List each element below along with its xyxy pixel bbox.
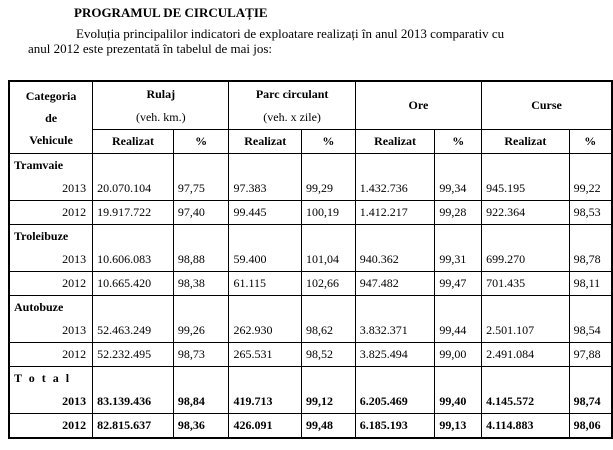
empty-cell xyxy=(173,367,229,391)
parc-unit: (veh. x zile) xyxy=(229,106,355,130)
empty-cell xyxy=(93,296,174,320)
curse-pct-cell: 98,54 xyxy=(569,319,612,343)
parc-pct-cell: 99,29 xyxy=(302,177,356,201)
empty-cell xyxy=(482,296,569,320)
ore-realizat-header: Realizat xyxy=(355,130,435,154)
empty-cell xyxy=(435,225,482,249)
curse-cell: 922.364 xyxy=(482,201,569,225)
empty-cell xyxy=(229,296,302,320)
parc-pct-cell: 101,04 xyxy=(302,248,356,272)
empty-cell xyxy=(229,225,302,249)
table-row xyxy=(9,319,612,343)
ore-cell: 3.832.371 xyxy=(355,319,435,343)
ore-pct-header: % xyxy=(435,130,482,154)
parc-header: Parc circulant xyxy=(229,81,355,106)
empty-cell xyxy=(435,296,482,320)
ore-cell: 1.432.736 xyxy=(355,177,435,201)
rulaj-pct-cell: 98,73 xyxy=(173,343,229,367)
empty-cell xyxy=(482,367,569,391)
empty-cell xyxy=(229,154,302,178)
ore-cell: 6.205.469 xyxy=(355,390,435,414)
curse-cell: 701.435 xyxy=(482,272,569,296)
empty-cell xyxy=(355,154,435,178)
ore-pct-cell: 99,28 xyxy=(435,201,482,225)
curse-pct-cell: 98,06 xyxy=(569,414,612,439)
curse-pct-cell: 97,88 xyxy=(569,343,612,367)
group-title-row xyxy=(9,367,612,391)
rulaj-pct-cell: 98,88 xyxy=(173,248,229,272)
ore-pct-cell: 99,13 xyxy=(435,414,482,439)
table-row xyxy=(9,248,612,272)
table-row xyxy=(9,272,612,296)
table-row xyxy=(9,343,612,367)
parc-pct-cell: 98,52 xyxy=(302,343,356,367)
curse-cell: 699.270 xyxy=(482,248,569,272)
ore-pct-cell: 99,00 xyxy=(435,343,482,367)
curse-cell: 4.114.883 xyxy=(482,414,569,439)
rulaj-cell: 83.139.436 xyxy=(93,390,174,414)
group-title-row xyxy=(9,296,612,320)
rulaj-realizat-header: Realizat xyxy=(93,130,174,154)
curse-pct-cell: 98,74 xyxy=(569,390,612,414)
curse-cell: 945.195 xyxy=(482,177,569,201)
rulaj-pct-cell: 99,26 xyxy=(173,319,229,343)
indicators-table xyxy=(8,80,613,439)
table-row xyxy=(9,177,612,201)
ore-cell: 947.482 xyxy=(355,272,435,296)
rulaj-pct-cell: 98,36 xyxy=(173,414,229,439)
curse-cell: 4.145.572 xyxy=(482,390,569,414)
empty-cell xyxy=(93,154,174,178)
year-cell: 2013 xyxy=(9,248,93,272)
rulaj-cell: 20.070.104 xyxy=(93,177,174,201)
empty-cell xyxy=(229,367,302,391)
intro-paragraph xyxy=(28,26,528,56)
empty-cell xyxy=(482,154,569,178)
rulaj-cell: 19.917.722 xyxy=(93,201,174,225)
intro-line-2: anul 2012 este prezentată în tabelul de mai jos: xyxy=(28,41,273,56)
parc-realizat-header: Realizat xyxy=(229,130,302,154)
category-header xyxy=(9,81,93,154)
curse-cell: 2.501.107 xyxy=(482,319,569,343)
ore-pct-cell: 99,44 xyxy=(435,319,482,343)
empty-cell xyxy=(569,225,612,249)
rulaj-pct-header: % xyxy=(173,130,229,154)
group-name: Autobuze xyxy=(9,296,93,320)
group-name: Troleibuze xyxy=(9,225,93,249)
ore-cell: 3.825.494 xyxy=(355,343,435,367)
header-row-3 xyxy=(9,130,612,154)
intro-line-1: Evoluția principalilor indicatori de exploatare realizați în anul 2013 comparativ cu xyxy=(76,26,505,41)
rulaj-header: Rulaj xyxy=(93,81,229,106)
empty-cell xyxy=(355,367,435,391)
ore-cell: 940.362 xyxy=(355,248,435,272)
rulaj-cell: 10.665.420 xyxy=(93,272,174,296)
group-title-row xyxy=(9,225,612,249)
curse-header: Curse xyxy=(482,81,612,130)
table-row xyxy=(9,414,612,439)
year-cell: 2012 xyxy=(9,414,93,439)
rulaj-pct-cell: 98,38 xyxy=(173,272,229,296)
curse-realizat-header: Realizat xyxy=(482,130,569,154)
empty-cell xyxy=(569,367,612,391)
empty-cell xyxy=(93,367,174,391)
category-header-line-2: de xyxy=(45,110,58,125)
ore-pct-cell: 99,31 xyxy=(435,248,482,272)
parc-pct-cell: 100,19 xyxy=(302,201,356,225)
empty-cell xyxy=(569,154,612,178)
category-header-line-3: Vehicule xyxy=(29,132,73,147)
year-cell: 2012 xyxy=(9,343,93,367)
curse-pct-cell: 98,78 xyxy=(569,248,612,272)
group-name: Tramvaie xyxy=(9,154,93,178)
empty-cell xyxy=(569,296,612,320)
empty-cell xyxy=(173,296,229,320)
rulaj-cell: 52.232.495 xyxy=(93,343,174,367)
year-cell: 2012 xyxy=(9,201,93,225)
table-row xyxy=(9,201,612,225)
ore-pct-cell: 99,47 xyxy=(435,272,482,296)
group-name: T o t a l xyxy=(9,367,93,391)
rulaj-unit: (veh. km.) xyxy=(93,106,229,130)
parc-cell: 99.445 xyxy=(229,201,302,225)
rulaj-cell: 82.815.637 xyxy=(93,414,174,439)
parc-cell: 265.531 xyxy=(229,343,302,367)
ore-cell: 6.185.193 xyxy=(355,414,435,439)
year-cell: 2013 xyxy=(9,390,93,414)
rulaj-cell: 10.606.083 xyxy=(93,248,174,272)
parc-cell: 61.115 xyxy=(229,272,302,296)
parc-pct-cell: 99,48 xyxy=(302,414,356,439)
rulaj-cell: 52.463.249 xyxy=(93,319,174,343)
group-title-row xyxy=(9,154,612,178)
year-cell: 2013 xyxy=(9,177,93,201)
parc-cell: 97.383 xyxy=(229,177,302,201)
parc-pct-cell: 99,12 xyxy=(302,390,356,414)
ore-header: Ore xyxy=(355,81,481,130)
empty-cell xyxy=(355,296,435,320)
rulaj-pct-cell: 97,75 xyxy=(173,177,229,201)
curse-pct-header: % xyxy=(569,130,612,154)
category-header-line-1: Categoria xyxy=(25,88,77,103)
empty-cell xyxy=(173,154,229,178)
empty-cell xyxy=(173,225,229,249)
curse-pct-cell: 98,53 xyxy=(569,201,612,225)
parc-cell: 426.091 xyxy=(229,414,302,439)
header-row-1 xyxy=(9,81,612,106)
rulaj-pct-cell: 97,40 xyxy=(173,201,229,225)
curse-pct-cell: 98,11 xyxy=(569,272,612,296)
ore-pct-cell: 99,34 xyxy=(435,177,482,201)
empty-cell xyxy=(435,154,482,178)
empty-cell xyxy=(302,296,356,320)
year-cell: 2012 xyxy=(9,272,93,296)
curse-pct-cell: 99,22 xyxy=(569,177,612,201)
parc-pct-cell: 102,66 xyxy=(302,272,356,296)
empty-cell xyxy=(302,154,356,178)
empty-cell xyxy=(355,225,435,249)
empty-cell xyxy=(302,367,356,391)
page-title: PROGRAMUL DE CIRCULAȚIE xyxy=(74,5,268,20)
curse-cell: 2.491.084 xyxy=(482,343,569,367)
parc-cell: 59.400 xyxy=(229,248,302,272)
parc-cell: 419.713 xyxy=(229,390,302,414)
ore-cell: 1.412.217 xyxy=(355,201,435,225)
parc-pct-header: % xyxy=(302,130,356,154)
empty-cell xyxy=(93,225,174,249)
empty-cell xyxy=(435,367,482,391)
year-cell: 2013 xyxy=(9,319,93,343)
rulaj-pct-cell: 98,84 xyxy=(173,390,229,414)
parc-cell: 262.930 xyxy=(229,319,302,343)
empty-cell xyxy=(482,225,569,249)
ore-pct-cell: 99,40 xyxy=(435,390,482,414)
table-row xyxy=(9,390,612,414)
parc-pct-cell: 98,62 xyxy=(302,319,356,343)
empty-cell xyxy=(302,225,356,249)
